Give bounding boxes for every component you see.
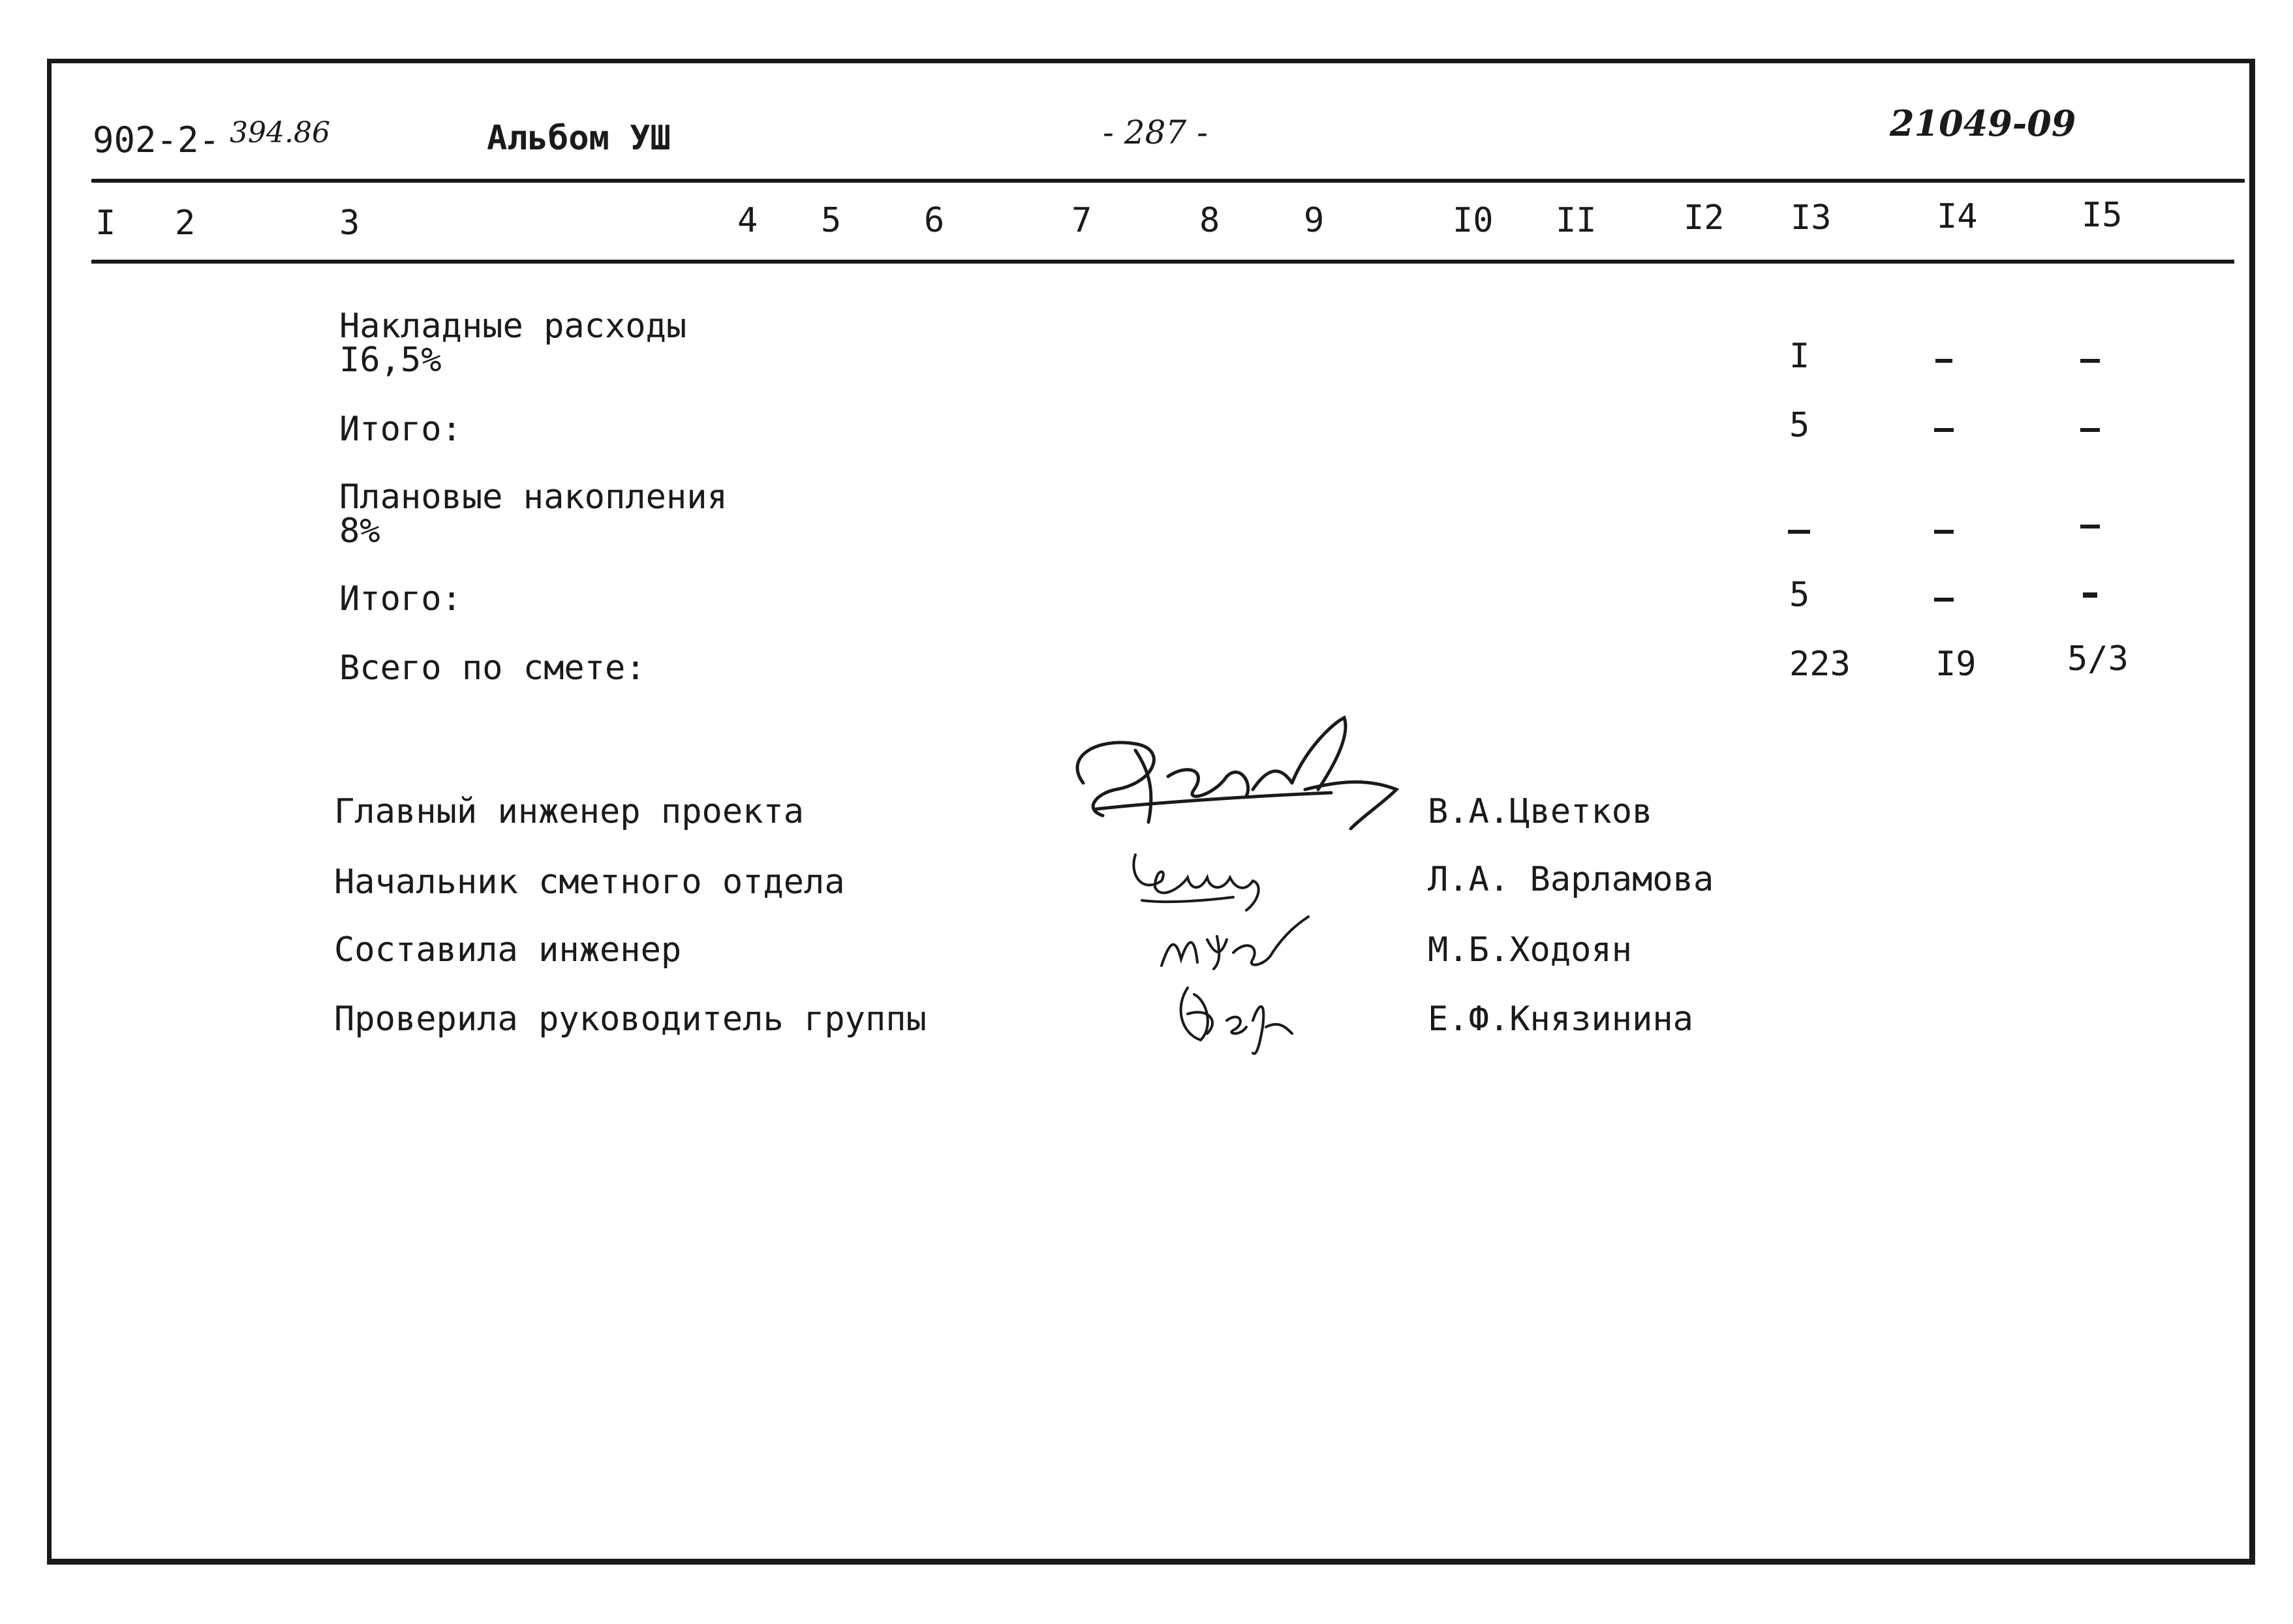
row-col-13: 223 xyxy=(1789,645,1851,684)
columns-rule xyxy=(91,260,2234,264)
col-11: II xyxy=(1556,201,1597,240)
col-9: 9 xyxy=(1304,201,1325,240)
row-label: Всего по смете: xyxy=(339,649,646,688)
col-1: I xyxy=(95,204,116,243)
handwritten-signature-group-lead xyxy=(1168,975,1312,1060)
row-col-14: I9 xyxy=(1935,645,1977,684)
signature-name: Е.Ф.Князинина xyxy=(1428,1000,1693,1039)
row-col-14 xyxy=(1934,408,1954,432)
row-col-15 xyxy=(2080,408,2100,432)
col-7: 7 xyxy=(1071,201,1092,240)
album-title: Альбом УШ xyxy=(487,119,671,158)
handwritten-signature-engineer xyxy=(1155,907,1318,979)
row-label: Накладные расходы xyxy=(339,307,687,346)
row-label: Итого: xyxy=(339,579,462,619)
col-13: I3 xyxy=(1791,198,1832,237)
handwritten-signature-chief-engineer xyxy=(1057,711,1423,855)
row-col-13: 5 xyxy=(1789,575,1810,615)
signature-role: Составила инженер xyxy=(334,930,682,970)
signature-role: Проверила руководитель группы xyxy=(334,1000,927,1039)
row-col-15 xyxy=(2080,339,2100,363)
row-col-15 xyxy=(2083,573,2097,598)
page-number: - 287 - xyxy=(1103,114,1208,151)
row-label: Плановые накопления xyxy=(339,478,728,517)
col-8: 8 xyxy=(1199,201,1220,240)
col-2: 2 xyxy=(175,204,196,243)
col-14: I4 xyxy=(1937,197,1978,236)
doc-code-handwritten: 394.86 xyxy=(230,116,330,149)
col-4: 4 xyxy=(737,201,758,240)
row-col-15: 5/3 xyxy=(2067,639,2129,679)
row-col-15 xyxy=(2080,505,2100,529)
header-rule xyxy=(91,179,2245,183)
row-col-14 xyxy=(1934,510,1954,534)
col-15: I5 xyxy=(2082,196,2123,235)
col-6: 6 xyxy=(924,201,945,240)
signature-name: М.Б.Ходоян xyxy=(1428,930,1633,970)
col-5: 5 xyxy=(821,201,842,240)
col-12: I2 xyxy=(1684,198,1725,237)
signature-role: Главный инженер проекта xyxy=(334,792,805,831)
doc-code-prefix: 902-2- xyxy=(93,119,221,161)
row-col-13: 5 xyxy=(1789,406,1810,445)
row-col-13 xyxy=(1788,510,1810,534)
col-10: I0 xyxy=(1453,201,1494,240)
signature-role: Начальник сметного отдела xyxy=(334,863,845,902)
row-label-rate: 8% xyxy=(339,512,380,551)
row-label-rate: I6,5% xyxy=(339,341,442,380)
row-col-14 xyxy=(1934,578,1954,602)
signature-name: Л.А. Варламова xyxy=(1428,860,1714,899)
row-label: Итого: xyxy=(339,410,462,449)
row-col-14 xyxy=(1935,339,1952,363)
inventory-number: 21049-09 xyxy=(1890,102,2076,144)
col-3: 3 xyxy=(339,204,360,243)
signature-name: В.А.Цветков xyxy=(1428,792,1653,831)
row-col-13: I xyxy=(1789,337,1810,376)
